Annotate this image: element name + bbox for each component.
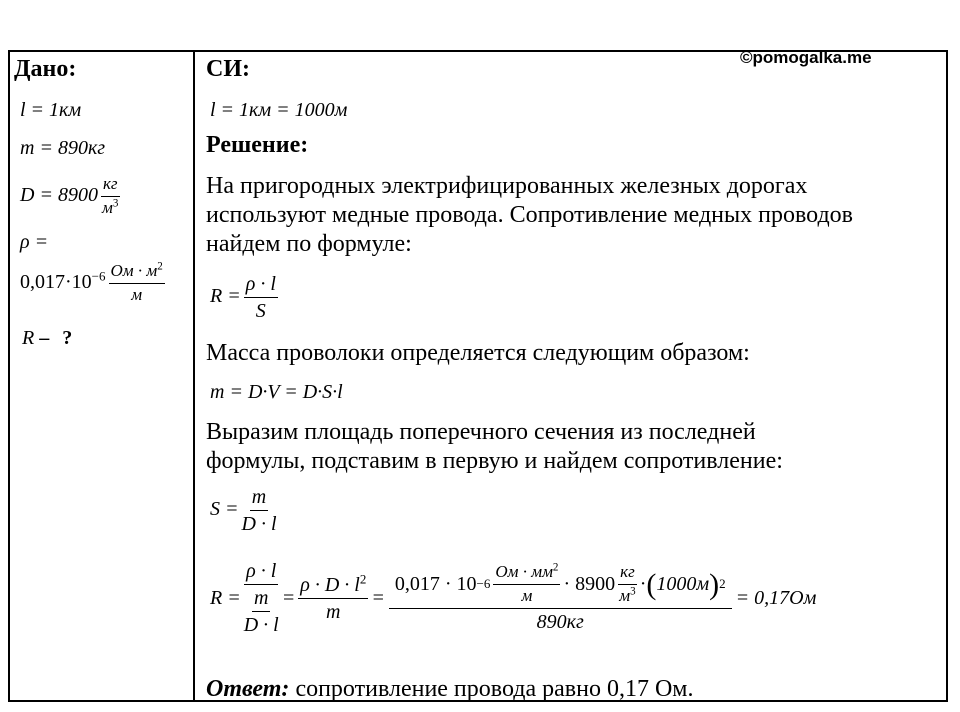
density-unit (101, 175, 120, 217)
final-frac-c: 0,017 · 10 −6 $\frac{Ом \cdot мм^2}{м}$ · 8900 $\frac{кг}{м^3}$ · ( 1000м ) 2 890кг (389, 563, 732, 633)
rho-unit (109, 262, 165, 304)
watermark: ©pomogalka.me (740, 48, 872, 67)
formula-mass: m = D·V = D·S·l (210, 381, 343, 403)
given-density (20, 175, 123, 217)
formula-area: S = $\frac{m}{D \cdot l}$ (210, 486, 277, 535)
answer (206, 675, 693, 704)
answer-label: Ответ: (206, 676, 290, 702)
density-unit-num: кг (101, 175, 120, 197)
solution-p3-line2: формулы, подставим в первую и найдем сопротивление: (206, 448, 783, 474)
answer-text: сопротивление провода равно 0,17 Ом. (289, 676, 694, 702)
solution-p1-line1: На пригородных электрифицированных железных дорогах (206, 173, 808, 199)
given-rho-value (20, 262, 168, 304)
final-frac-a: $\frac{\rho \cdot l}{\frac{m}{D \cdot l}}$ (243, 560, 279, 636)
solution-header: Решение: (206, 132, 309, 158)
solution-p3-line1: Выразим площадь поперечного сечения из последней (206, 419, 756, 445)
given-header: Дано: (14, 56, 77, 82)
final-frac-b: $\frac{\rho \cdot D \cdot l^2}{m}$ (300, 570, 367, 623)
si-header: СИ: (206, 56, 250, 82)
si-conversion: l = 1км = 1000м (210, 99, 348, 121)
density-lhs: D = 8900 (20, 183, 98, 206)
formula-area-frac: $\frac{m}{D \cdot l}$ (241, 486, 277, 535)
solution-p1-line2: используют медные провода. Сопротивление медных проводов (206, 202, 853, 228)
given-mass: m = 890кг (20, 137, 106, 159)
solution-p2: Масса проволоки определяется следующим образом: (206, 340, 750, 366)
given-rho-label: ρ = (20, 231, 49, 253)
formula-resistance-frac: $\frac{\rho \cdot l}{S}$ (245, 273, 276, 322)
density-unit-den: $м^3$ (102, 197, 119, 217)
rho-unit-den: м (131, 284, 143, 304)
rho-value: $0,017\cdot 10^{-6}$ (20, 268, 106, 293)
formula-resistance: R = $\frac{\rho \cdot l}{S}$ (210, 273, 276, 322)
given-unknown: R – ? (22, 327, 73, 349)
column-divider (193, 50, 195, 702)
given-length: l = 1км (20, 99, 82, 121)
formula-final: R = $\frac{\rho \cdot l}{\frac{m}{D \cdot l}}$ = $\frac{\rho \cdot D \cdot l^2}{m}$ = 0,017 · 10 −6 $\frac{Ом \cdot мм^2}{м}$ · 8900 $\frac{кг}{м^3}$ · ( 1000м ) 2 890кг = 0,17Ом (210, 560, 817, 636)
solution-p1-line3: найдем по формуле: (206, 231, 412, 257)
rho-unit-num: Ом · $м^2$ (109, 262, 165, 284)
